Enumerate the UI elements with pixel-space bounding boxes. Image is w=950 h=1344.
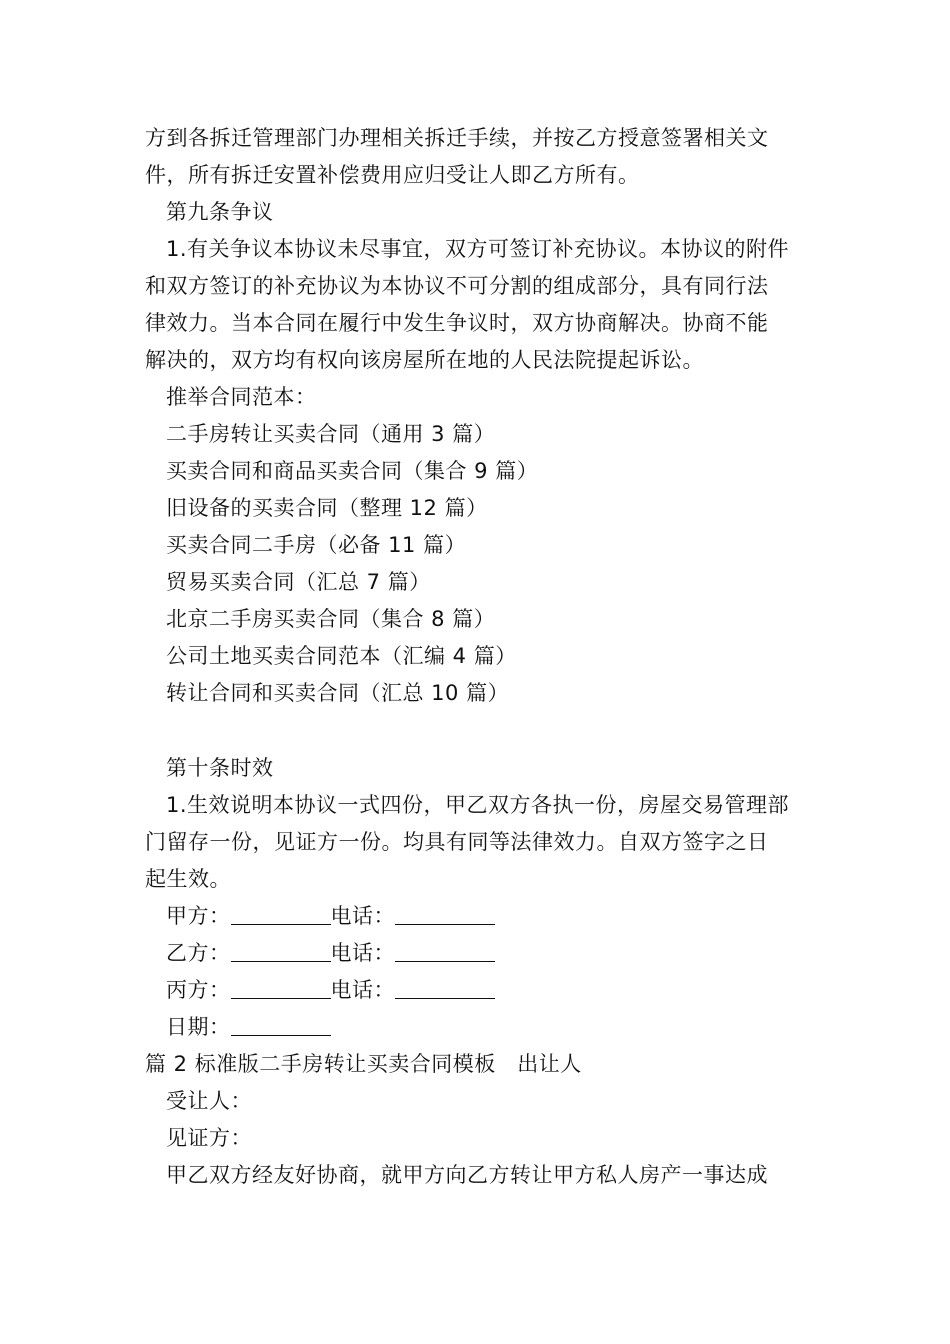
paragraph-line: 件，所有拆迁安置补偿费用应归受让人即乙方所有。	[145, 163, 640, 187]
clause-line: 解决的，双方均有权向该房屋所在地的人民法院提起诉讼。	[145, 348, 704, 372]
recommended-list-item[interactable]: 贸易买卖合同（汇总 7 篇）	[166, 570, 431, 594]
phone-label: 电话：	[330, 941, 395, 965]
date-label: 日期：	[166, 1015, 231, 1039]
recommended-list-item[interactable]: 买卖合同和商品买卖合同（集合 9 篇）	[166, 459, 539, 483]
recommended-list-item[interactable]: 旧设备的买卖合同（整理 12 篇）	[166, 496, 488, 520]
phone-label: 电话：	[330, 904, 395, 928]
party-c-label: 丙方：	[166, 978, 231, 1002]
clause-line: 律效力。当本合同在履行中发生争议时，双方协商解决。协商不能	[145, 311, 769, 335]
signature-row-party-b	[166, 935, 495, 971]
party-b-label: 乙方：	[166, 941, 231, 965]
recommended-list-item[interactable]: 北京二手房买卖合同（集合 8 篇）	[166, 607, 496, 631]
recommended-list-item[interactable]: 转让合同和买卖合同（汇总 10 篇）	[166, 681, 510, 705]
clause-line: 门留存一份，见证方一份。均具有同等法律效力。自双方签字之日	[145, 830, 769, 854]
article-10-heading: 第十条时效	[166, 756, 274, 780]
signature-row-party-c	[166, 972, 495, 1008]
article-9-heading: 第九条争议	[166, 200, 274, 224]
recommended-heading: 推举合同范本：	[166, 385, 317, 409]
date-blank[interactable]	[231, 1011, 331, 1036]
phone-blank[interactable]	[395, 900, 495, 925]
part-2-title: 篇 2 标准版二手房转让买卖合同模板 出让人	[145, 1052, 582, 1076]
transferee-label: 受让人：	[166, 1089, 252, 1113]
clause-line: 起生效。	[145, 867, 231, 891]
clause-line: 1.有关争议本协议未尽事宜，双方可签订补充协议。本协议的附件	[166, 237, 790, 261]
recommended-list-item[interactable]: 买卖合同二手房（必备 11 篇）	[166, 533, 467, 557]
phone-label: 电话：	[330, 978, 395, 1002]
party-c-blank[interactable]	[231, 974, 331, 999]
signature-row-party-a	[166, 898, 495, 934]
recommended-list-item[interactable]: 二手房转让买卖合同（通用 3 篇）	[166, 422, 496, 446]
phone-blank[interactable]	[395, 974, 495, 999]
party-a-label: 甲方：	[166, 904, 231, 928]
intro-line: 甲乙双方经友好协商，就甲方向乙方转让甲方私人房产一事达成	[166, 1163, 768, 1187]
recommended-list-item[interactable]: 公司土地买卖合同范本（汇编 4 篇）	[166, 644, 517, 668]
paragraph-line: 方到各拆迁管理部门办理相关拆迁手续，并按乙方授意签署相关文	[145, 126, 769, 150]
party-b-blank[interactable]	[231, 937, 331, 962]
witness-label: 见证方：	[166, 1126, 252, 1150]
clause-line: 1.生效说明本协议一式四份，甲乙双方各执一份，房屋交易管理部	[166, 793, 790, 817]
signature-row-date	[166, 1009, 331, 1045]
party-a-blank[interactable]	[231, 900, 331, 925]
clause-line: 和双方签订的补充协议为本协议不可分割的组成部分，具有同行法	[145, 274, 769, 298]
phone-blank[interactable]	[395, 937, 495, 962]
